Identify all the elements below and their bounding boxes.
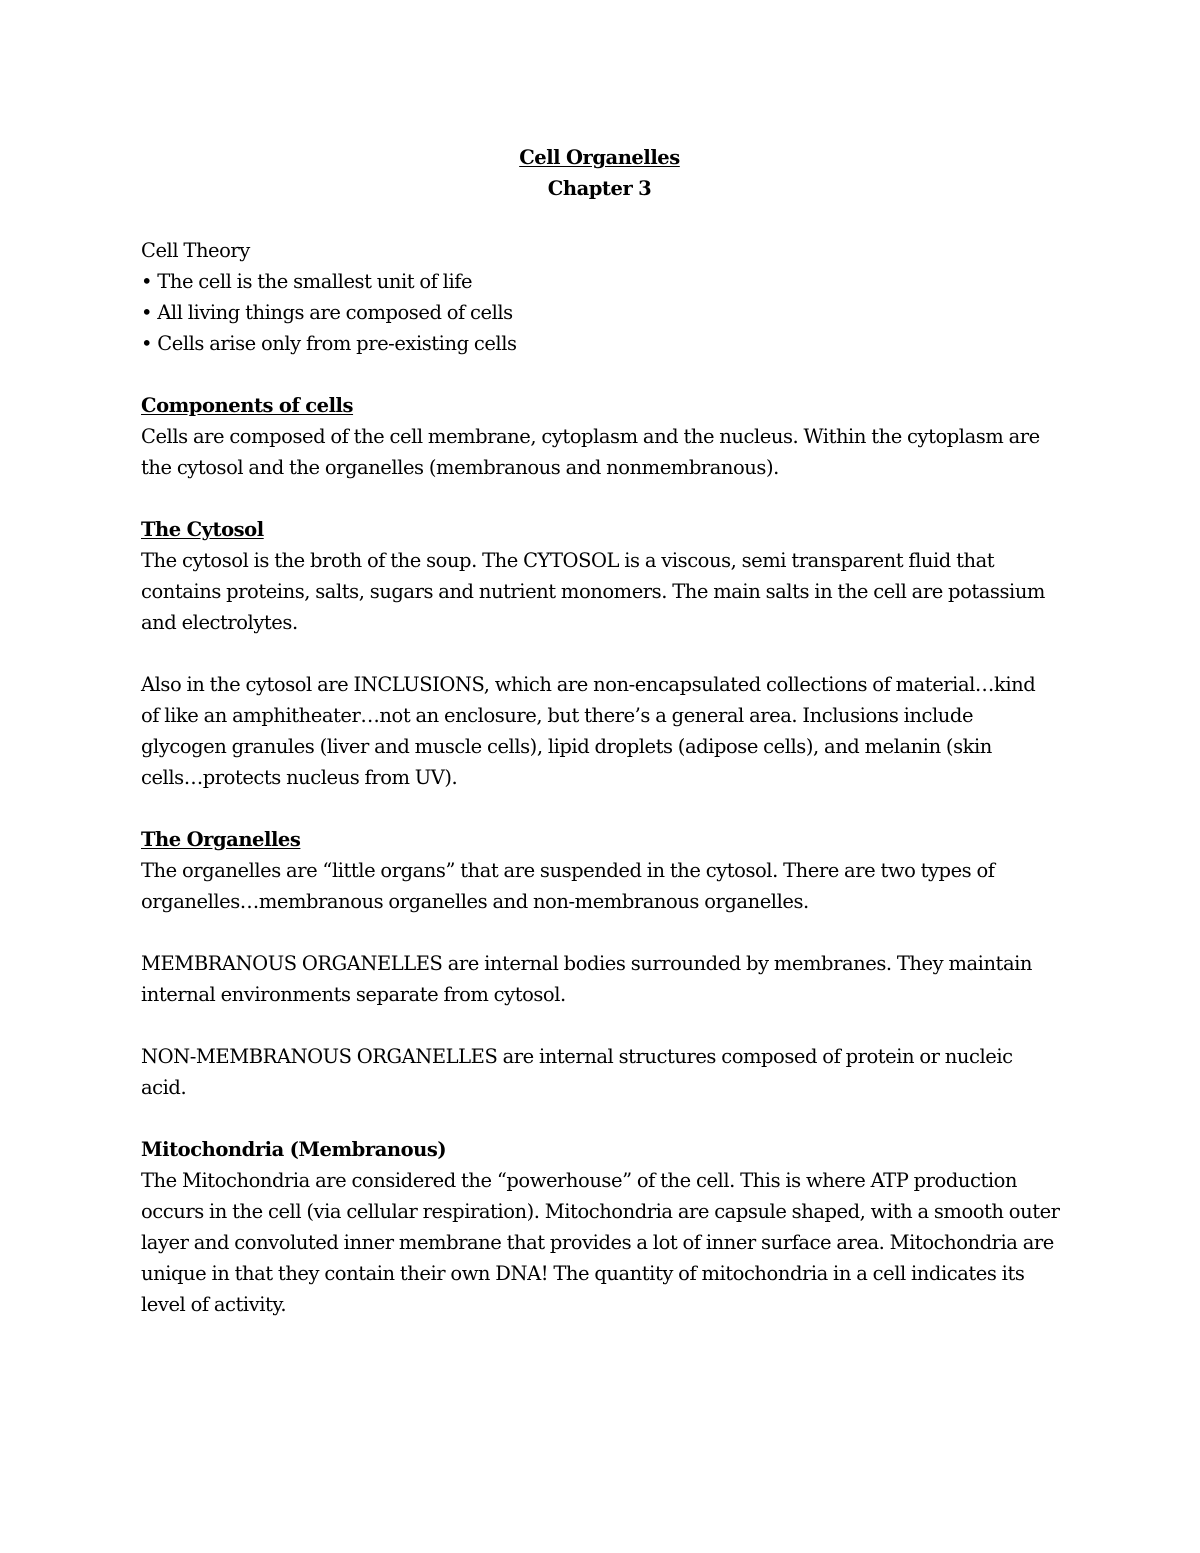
membranous-text-line: internal environments separate from cytosol.: [141, 983, 566, 1006]
document-subtitle: Chapter 3: [547, 177, 652, 200]
mitochondria-section: [141, 1134, 1066, 1320]
components-section: [141, 390, 1066, 483]
mitochondria-heading: Mitochondria (Membranous): [141, 1138, 447, 1161]
non-membranous-paragraph: [141, 1041, 1066, 1103]
cell-theory-bullet: • All living things are composed of cells: [141, 301, 513, 324]
mitochondria-text-line: unique in that they contain their own DNA! The quantity of mitochondria in a cell indicates its: [141, 1262, 1025, 1285]
mitochondria-text-line: level of activity.: [141, 1293, 287, 1316]
inclusions-text-line: of like an amphitheater…not an enclosure, but there’s a general area. Inclusions include: [141, 704, 974, 727]
mitochondria-text-line: layer and convoluted inner membrane that provides a lot of inner surface area. Mitochondria are: [141, 1231, 1054, 1254]
cytosol-heading: The Cytosol: [141, 518, 264, 541]
components-text-line: Cells are composed of the cell membrane, cytoplasm and the nucleus. Within the cytoplasm are: [141, 425, 1040, 448]
non-membranous-text-line: acid.: [141, 1076, 187, 1099]
inclusions-text-line: Also in the cytosol are INCLUSIONS, which are non-encapsulated collections of material…kind: [141, 673, 1036, 696]
cytosol-section: [141, 514, 1066, 638]
cytosol-text-line: and electrolytes.: [141, 611, 298, 634]
document-body: [141, 142, 1066, 1351]
organelles-heading: The Organelles: [141, 828, 301, 851]
cell-theory-bullet: • The cell is the smallest unit of life: [141, 270, 473, 293]
cell-theory-bullet: • Cells arise only from pre-existing cells: [141, 332, 517, 355]
inclusions-text-line: cells…protects nucleus from UV).: [141, 766, 458, 789]
organelles-text-line: organelles…membranous organelles and non-membranous organelles.: [141, 890, 809, 913]
organelles-section: [141, 824, 1066, 917]
non-membranous-text-line: NON-MEMBRANOUS ORGANELLES are internal structures composed of protein or nucleic: [141, 1045, 1013, 1068]
components-text-line: the cytosol and the organelles (membranous and nonmembranous).: [141, 456, 779, 479]
organelles-text-line: The organelles are “little organs” that are suspended in the cytosol. There are two types of: [141, 859, 995, 882]
document-title: Cell Organelles: [519, 146, 680, 169]
membranous-paragraph: [141, 948, 1066, 1010]
cell-theory-heading: Cell Theory: [141, 239, 250, 262]
title-block: [141, 142, 1066, 204]
mitochondria-text-line: occurs in the cell (via cellular respiration). Mitochondria are capsule shaped, with a smooth outer: [141, 1200, 1060, 1223]
inclusions-paragraph: [141, 669, 1066, 793]
components-heading: Components of cells: [141, 394, 354, 417]
inclusions-text-line: glycogen granules (liver and muscle cells), lipid droplets (adipose cells), and melanin (skin: [141, 735, 992, 758]
cytosol-text-line: The cytosol is the broth of the soup. The CYTOSOL is a viscous, semi transparent fluid that: [141, 549, 995, 572]
cell-theory-section: [141, 235, 1066, 359]
cytosol-text-line: contains proteins, salts, sugars and nutrient monomers. The main salts in the cell are potassium: [141, 580, 1045, 603]
mitochondria-text-line: The Mitochondria are considered the “powerhouse” of the cell. This is where ATP production: [141, 1169, 1018, 1192]
membranous-text-line: MEMBRANOUS ORGANELLES are internal bodies surrounded by membranes. They maintain: [141, 952, 1033, 975]
